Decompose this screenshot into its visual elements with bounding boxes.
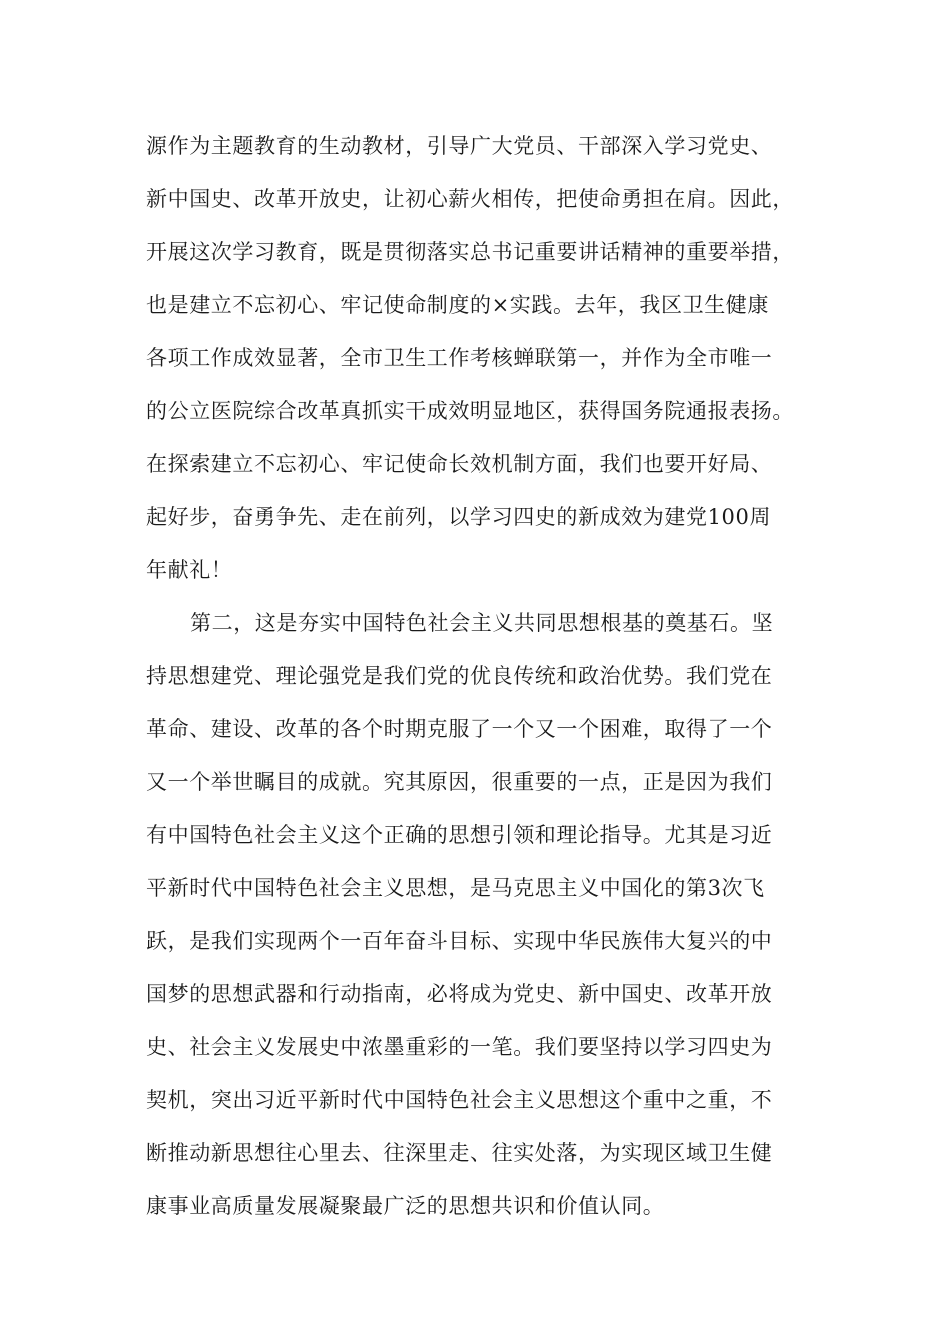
text-line: 史、社会主义发展史中浓墨重彩的一笔。我们要坚持以学习四史为	[146, 1035, 773, 1059]
text-line: 有中国特色社会主义这个正确的思想引领和理论指导。尤其是习近	[146, 823, 773, 847]
text-line: 康事业高质量发展凝聚最广泛的思想共识和价值认同。	[146, 1194, 665, 1218]
text-line: 跃，是我们实现两个一百年奋斗目标、实现中华民族伟大复兴的中	[146, 929, 773, 953]
text-line: 契机，突出习近平新时代中国特色社会主义思想这个重中之重，不	[146, 1088, 773, 1112]
text-line: 在探索建立不忘初心、牢记使命长效机制方面，我们也要开好局、	[146, 452, 773, 476]
text-line: 也是建立不忘初心、牢记使命制度的×实践。去年，我区卫生健康	[146, 293, 769, 317]
text-line: 的公立医院综合改革真抓实干成效明显地区，获得国务院通报表扬。	[146, 399, 794, 423]
text-line: 源作为主题教育的生动教材，引导广大党员、干部深入学习党史、	[146, 134, 773, 158]
paragraph-first-line: 第二，这是夯实中国特色社会主义共同思想根基的奠基石。坚	[190, 611, 774, 635]
text-line: 持思想建党、理论强党是我们党的优良传统和政治优势。我们党在	[146, 664, 773, 688]
text-line: 开展这次学习教育，既是贯彻落实总书记重要讲话精神的重要举措，	[146, 240, 794, 264]
text-line: 新中国史、改革开放史，让初心薪火相传，把使命勇担在肩。因此，	[146, 187, 794, 211]
text-line: 各项工作成效显著，全市卫生工作考核蝉联第一，并作为全市唯一	[146, 346, 773, 370]
text-line: 断推动新思想往心里去、往深里走、往实处落，为实现区域卫生健	[146, 1141, 773, 1165]
text-line: 国梦的思想武器和行动指南，必将成为党史、新中国史、改革开放	[146, 982, 773, 1006]
text-line: 起好步，奋勇争先、走在前列，以学习四史的新成效为建党100周	[146, 505, 772, 529]
text-line: 革命、建设、改革的各个时期克服了一个又一个困难，取得了一个	[146, 717, 773, 741]
text-line: 平新时代中国特色社会主义思想，是马克思主义中国化的第3次飞	[146, 876, 765, 900]
text-line: 又一个举世瞩目的成就。究其原因，很重要的一点，正是因为我们	[146, 770, 773, 794]
text-line: 年献礼！	[146, 558, 233, 582]
